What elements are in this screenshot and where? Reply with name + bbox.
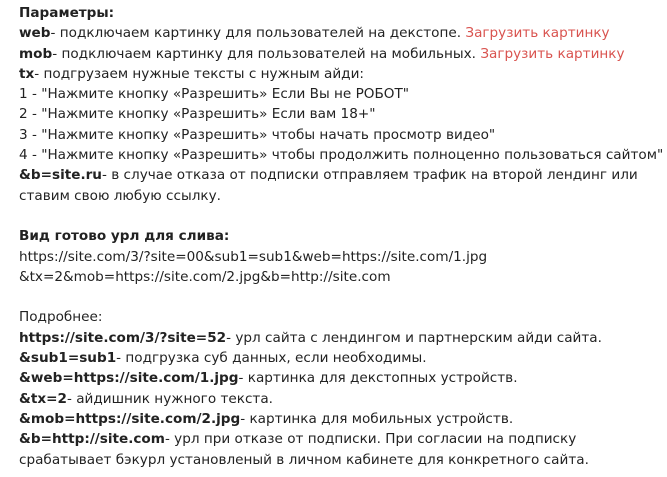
spacer — [19, 287, 659, 307]
detail-key: &mob=https://site.com/2.jpg — [19, 410, 241, 427]
detail-item — [19, 328, 659, 348]
param-tx-desc: - подгрузаем нужные тексты с нужным айди: — [34, 65, 364, 82]
param-web-key: web — [19, 25, 51, 42]
spacer — [19, 206, 659, 226]
detail-key: &sub1=sub1 — [19, 350, 117, 367]
detail-desc: - урл сайта с лендингом и партнерским айди сайта. — [226, 329, 602, 346]
detail-key: https://site.com/3/?site=52 — [19, 329, 227, 346]
detail-item — [19, 409, 659, 429]
params-section — [19, 3, 659, 23]
upload-desktop-image-link[interactable]: Загрузить картинку — [465, 25, 610, 42]
param-b-key: &b=site.ru — [19, 167, 102, 184]
param-web — [19, 23, 659, 43]
detail-key: &web=https://site.com/1.jpg — [19, 370, 239, 387]
ready-url-section — [19, 226, 659, 246]
detail-item — [19, 368, 659, 388]
param-mob-key: mob — [19, 45, 53, 62]
detail-item — [19, 389, 659, 409]
param-tx — [19, 64, 659, 84]
upload-mobile-image-link[interactable]: Загрузить картинку — [480, 45, 625, 62]
detail-desc: - подгрузка суб данных, если необходимы. — [116, 350, 427, 367]
ready-url-heading: Вид готово урл для слива: — [19, 228, 230, 245]
detail-item — [19, 429, 659, 470]
tx-option-1: 1 - "Нажмите кнопку «Разрешить» Если Вы не РОБОТ" — [19, 86, 410, 103]
param-web-desc: - подключаем картинку для пользователей на декстопе. — [50, 25, 466, 42]
ready-url-line-2: &tx=2&mob=https://site.com/2.jpg&b=http://site.com — [19, 268, 391, 285]
param-b — [19, 165, 659, 206]
params-heading: Параметры: — [19, 5, 115, 21]
param-b-desc: - в случае отказа от подписки отправляем трафик на второй лендинг или ставим свою любую ссылку. — [19, 167, 638, 204]
detail-key: &b=http://site.com — [19, 431, 165, 448]
detail-desc: - урл при отказе от подписки. При согласии на подписку срабатывает бэкурл установленый в личном кабинете для конкретного сайта. — [19, 431, 589, 468]
tx-option-3: 3 - "Нажмите кнопку «Разрешить» чтобы начать просмотр видео" — [19, 126, 496, 143]
tx-option-2: 2 - "Нажмите кнопку «Разрешить» Если вам 18+" — [19, 106, 376, 123]
detail-desc: - картинка для мобильных устройств. — [240, 410, 514, 427]
param-mob-desc: - подключаем картинку для пользователей на мобильных. — [52, 45, 481, 62]
details-heading: Подробнее: — [19, 309, 103, 326]
detail-item — [19, 348, 659, 368]
detail-key: &tx=2 — [19, 390, 67, 407]
ready-url-line-1: https://site.com/3/?site=00&sub1=sub1&web=https://site.com/1.jpg — [19, 248, 488, 265]
detail-desc: - айдишник нужного текста. — [66, 390, 274, 407]
tx-option-4: 4 - "Нажмите кнопку «Разрешить» чтобы продолжить полноценно пользоваться сайтом" — [19, 147, 664, 164]
param-tx-key: tx — [19, 65, 35, 82]
detail-desc: - картинка для декстопных устройств. — [238, 370, 518, 387]
param-mob — [19, 44, 659, 64]
